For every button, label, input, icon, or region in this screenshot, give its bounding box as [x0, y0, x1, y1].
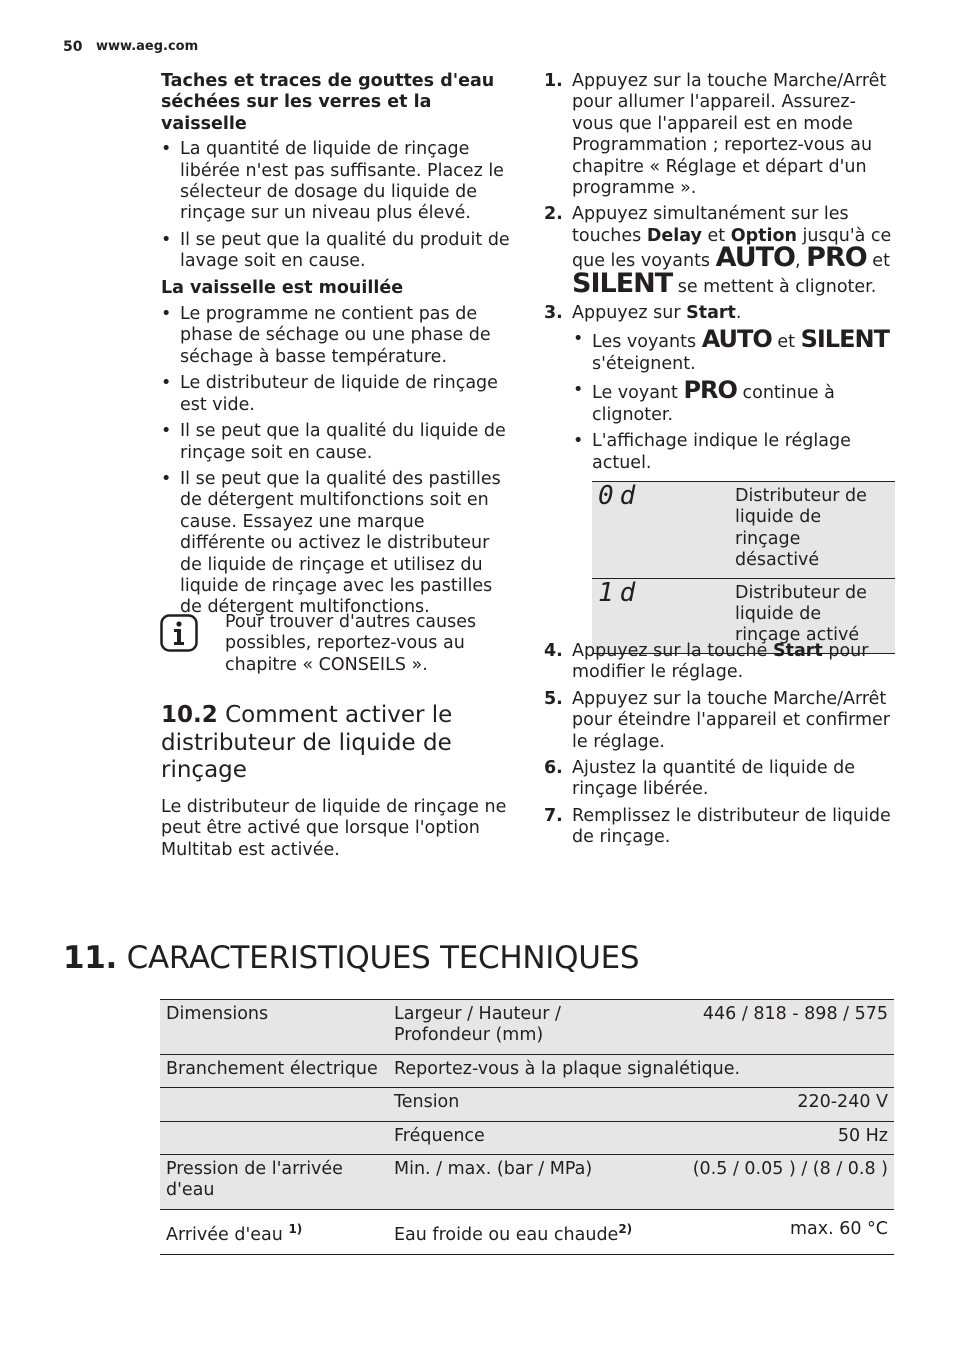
table-row: Arrivée d'eau $^{1)}$ Eau froide ou eau chaude$^{2)}$ max. 60 °C [160, 1209, 894, 1254]
right-column [544, 71, 896, 479]
list-item: • La quantité de liquide de rinçage libérée n'est pas suffisante. Placez le sélecteur de dosage du liquide de rinçage sur un niveau plus élevé. [161, 139, 504, 224]
display-desc: Distributeur de liquide de rinçage activé [729, 578, 895, 653]
table-row: Fréquence 50 Hz [160, 1121, 894, 1154]
table-row: Dimensions Largeur / Hauteur / Profondeur (mm) 446 / 818 - 898 / 575 [160, 1000, 894, 1055]
step-3: 3. Appuyez sur Start. [544, 303, 742, 324]
table-row: Tension 220-240 V [160, 1088, 894, 1121]
list-item: • Les voyants AUTO et SILENT s'éteignent. [573, 325, 889, 374]
list-item: • Le programme ne contient pas de phase de séchage ou une phase de séchage à basse température. [161, 304, 491, 367]
step-7: 7. Remplissez le distributeur de liquide de rinçage. [544, 805, 891, 848]
chapter-title: 11. CARACTERISTIQUES TECHNIQUES [63, 940, 640, 976]
auto-indicator-icon: AUTO [715, 242, 796, 274]
pro-indicator-icon: PRO [683, 376, 737, 405]
site-url: www.aeg.com [96, 39, 199, 54]
heading-wet-dishes: La vaisselle est mouillée [161, 277, 404, 298]
step-5: 5. Appuyez sur la touche Marche/Arrêt pour éteindre l'appareil et confirmer le réglage. [544, 688, 890, 752]
list-item: • Il se peut que la qualité du produit de lavage soit en cause. [161, 229, 510, 272]
left-column [161, 71, 513, 624]
page-number: 50 [63, 39, 83, 55]
pro-indicator-icon: PRO [806, 242, 867, 274]
section-title: 10.2 Comment activer le distributeur de liquide de rinçage [161, 702, 453, 783]
list-item: • Il se peut que la qualité du liquide de rinçage soit en cause. [161, 421, 506, 463]
silent-indicator-icon: SILENT [800, 325, 889, 354]
section-text: Le distributeur de liquide de rinçage ne peut être activé que lorsque l'option Multitab est activée. [161, 797, 507, 860]
display-desc: Distributeur de liquide de rinçage désactivé [729, 482, 895, 578]
info-icon [160, 614, 198, 652]
table-row: Branchement électrique Reportez-vous à la plaque signalétique. [160, 1054, 894, 1087]
display-table [592, 481, 895, 654]
display-code: 0d [598, 481, 642, 511]
list-item: • L'affichage indique le réglage actuel. [573, 431, 851, 473]
display-code: 1d [598, 577, 642, 608]
right-column-lower [544, 641, 896, 854]
list-item: • Le voyant PRO continue à clignoter. [573, 376, 835, 425]
step-4: 4. Appuyez sur la touche Start pour modifier le réglage. [544, 641, 869, 683]
table-row [592, 482, 895, 578]
step-1: 1. Appuyez sur la touche Marche/Arrêt pour allumer l'appareil. Assurez-vous que l'appareil est en mode Programmation ; reportez-vous au chapitre « Réglage et départ d'un programme ». [544, 71, 887, 199]
auto-indicator-icon: AUTO [701, 325, 772, 354]
step-2: 2. Appuyez simultanément sur les touches Delay et Option jusqu'à ce que les voyants AUTO, PRO et SILENT se mettent à clignoter. [544, 204, 892, 299]
table-row: Pression de l'arrivée d'eau Min. / max. (bar / MPa) (0.5 / 0.05 ) / (8 / 0.8 ) [160, 1155, 894, 1210]
tech-specs-table [160, 999, 894, 1255]
list-item: • Le distributeur de liquide de rinçage est vide. [161, 373, 498, 415]
heading-water-spots: Taches et traces de gouttes d'eau séchées sur les verres et la vaisselle [161, 71, 495, 134]
list-item: • Il se peut que la qualité des pastilles de détergent multifonctions soit en cause. Essayez une marque différente ou activez le distributeur de liquide de rinçage et utilisez du liquide de rinçage avec les pastilles de détergent multifonctions. [161, 468, 501, 618]
info-note: Pour trouver d'autres causes possibles, reportez-vous au chapitre « CONSEILS ». [225, 612, 477, 675]
step-6: 6. Ajustez la quantité de liquide de rinçage libérée. [544, 758, 856, 800]
silent-indicator-icon: SILENT [572, 267, 673, 299]
